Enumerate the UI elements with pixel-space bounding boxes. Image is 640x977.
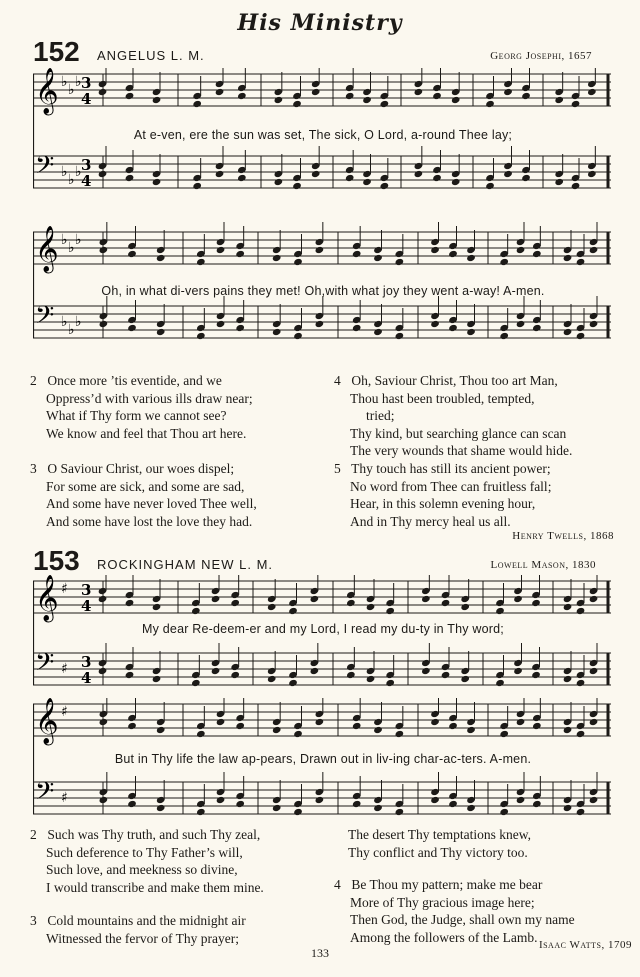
note-head <box>235 800 245 808</box>
composer: Lowell Mason, 1830 <box>490 559 596 571</box>
note-head <box>346 599 356 607</box>
verse-number: 5 <box>334 461 341 476</box>
note-head <box>216 320 226 328</box>
note-head <box>152 96 162 104</box>
page-heading: His Ministry <box>237 10 403 36</box>
note-head <box>421 667 431 675</box>
note-head <box>466 254 476 262</box>
time-signature-denominator: 4 <box>81 90 92 108</box>
time-signature-denominator: 4 <box>81 669 92 687</box>
note-head <box>293 258 303 266</box>
note-head <box>499 808 509 816</box>
note-head <box>576 679 586 687</box>
treble-clef-icon: 𝄞 <box>35 68 59 114</box>
verse-line: I would transcribe and make them mine. <box>46 879 264 895</box>
verse-line: Cold mountains and the midnight air <box>47 913 246 928</box>
note-head <box>466 804 476 812</box>
verse <box>30 912 246 947</box>
flat-icon: ♭ <box>68 82 75 98</box>
verse <box>30 372 253 442</box>
note-head <box>448 722 458 730</box>
verse-number: 4 <box>334 877 341 892</box>
note-head <box>516 796 526 804</box>
bass-clef-icon: 𝄢 <box>35 151 55 186</box>
note-head <box>125 174 135 182</box>
note-head <box>235 250 245 258</box>
note-head <box>125 92 135 100</box>
note-head <box>230 599 240 607</box>
note-head <box>380 100 390 108</box>
note-head <box>192 182 202 190</box>
note-head <box>211 667 221 675</box>
bass-clef-icon: 𝄢 <box>35 648 55 683</box>
verse-line: Thy touch has still its ancient power; <box>351 461 551 476</box>
note-head <box>216 246 226 254</box>
note-head <box>127 722 137 730</box>
author-credit: Isaac Watts, 1709 <box>538 939 632 951</box>
note-head <box>563 675 573 683</box>
bass-clef-icon: 𝄢 <box>35 301 55 336</box>
note-head <box>311 170 321 178</box>
note-head <box>441 599 451 607</box>
verse-line: Such was Thy truth, and such Thy zeal, <box>47 827 261 842</box>
verse-line: Witnessed the fervor of Thy prayer; <box>46 930 240 946</box>
note-head <box>576 258 586 266</box>
time-signature-numerator: 3 <box>81 156 92 174</box>
note-head <box>589 667 599 675</box>
lyric-line: Oh, in what di-vers pains they met! Oh,with what joy they went a-way! A-men. <box>101 284 545 298</box>
music-system <box>33 575 613 710</box>
verse-line: Such love, and meekness so divine, <box>46 862 238 877</box>
note-head <box>156 726 166 734</box>
verse-number: 3 <box>30 913 37 928</box>
verse-line: Such deference to Thy Father’s will, <box>46 844 243 860</box>
note-head <box>589 320 599 328</box>
verse-line: And some have never loved Thee well, <box>46 496 257 511</box>
note-head <box>156 254 166 262</box>
note-head <box>125 599 135 607</box>
flat-icon: ♭ <box>75 164 82 180</box>
verse-line: O Saviour Christ, our woes dispel; <box>47 461 235 476</box>
note-head <box>215 170 225 178</box>
sharp-icon: ♯ <box>61 790 68 806</box>
note-head <box>127 800 137 808</box>
note-head <box>460 675 470 683</box>
tune-name: ANGELUS L. M. <box>97 48 205 63</box>
note-head <box>196 258 206 266</box>
note-head <box>448 324 458 332</box>
note-head <box>125 671 135 679</box>
note-head <box>385 679 395 687</box>
note-head <box>315 246 325 254</box>
note-head <box>272 328 282 336</box>
note-head <box>292 182 302 190</box>
note-head <box>576 607 586 615</box>
verse-line: Hear, in this solemn evening hour, <box>350 496 536 511</box>
verse-line: Be Thou my pattern; make me bear <box>351 877 543 892</box>
verse-line: And some have lost the love they had. <box>46 513 253 529</box>
note-head <box>516 246 526 254</box>
note-head <box>373 328 383 336</box>
verse-number: 2 <box>30 373 37 388</box>
verse-line: Then God, the Judge, shall own my name <box>350 912 575 927</box>
verse-line: What if Thy form we cannot see? <box>46 408 227 423</box>
note-head <box>395 808 405 816</box>
flat-icon: ♭ <box>61 164 68 180</box>
note-head <box>352 250 362 258</box>
time-signature-numerator: 3 <box>81 581 92 599</box>
time-signature-denominator: 4 <box>81 172 92 190</box>
verse-line: Among the followers of the Lamb. <box>350 929 538 945</box>
note-head <box>237 92 247 100</box>
note-head <box>293 808 303 816</box>
note-head <box>366 603 376 611</box>
verse-number: 2 <box>30 827 37 842</box>
note-head <box>503 88 513 96</box>
note-head <box>315 796 325 804</box>
note-head <box>272 804 282 812</box>
composer: Georg Josephi, 1657 <box>490 50 592 62</box>
note-head <box>571 182 581 190</box>
verse-line: Thy kind, but searching glance can scan <box>350 425 567 441</box>
flat-icon: ♭ <box>68 172 75 188</box>
note-head <box>288 679 298 687</box>
note-head <box>563 726 573 734</box>
bass-clef-icon: 𝄢 <box>35 777 55 812</box>
sharp-icon: ♯ <box>61 661 68 677</box>
note-head <box>513 667 523 675</box>
note-head <box>516 320 526 328</box>
flat-icon: ♭ <box>68 322 75 338</box>
note-head <box>441 671 451 679</box>
note-head <box>414 170 424 178</box>
note-head <box>576 730 586 738</box>
note-head <box>310 667 320 675</box>
note-head <box>414 88 424 96</box>
note-head <box>589 595 599 603</box>
note-head <box>576 808 586 816</box>
note-head <box>532 324 542 332</box>
verse-line: More of Thy gracious image here; <box>350 894 535 910</box>
note-head <box>421 595 431 603</box>
note-head <box>311 88 321 96</box>
verse-line: The very wounds that shame would hide. <box>350 443 573 458</box>
note-head <box>152 675 162 683</box>
verse-line: Thy conflict and Thy victory too. <box>348 844 528 860</box>
lyric-line: But in Thy life the law ap-pears, Drawn out in liv-ing char-ac-ters. A-men. <box>114 752 532 766</box>
sharp-icon: ♯ <box>61 581 68 597</box>
note-head <box>554 96 564 104</box>
note-head <box>366 675 376 683</box>
hymn-number: 153 <box>33 545 80 576</box>
flat-icon: ♭ <box>75 74 82 90</box>
note-head <box>292 100 302 108</box>
note-head <box>274 96 284 104</box>
note-head <box>152 603 162 611</box>
note-head <box>563 328 573 336</box>
verse-line: For some are sick, and some are sad, <box>46 478 245 494</box>
flat-icon: ♭ <box>68 240 75 256</box>
treble-clef-icon: 𝄞 <box>35 698 59 744</box>
verse-line: Oh, Saviour Christ, Thou too art Man, <box>351 373 558 388</box>
note-head <box>513 595 523 603</box>
note-head <box>345 174 355 182</box>
note-head <box>310 595 320 603</box>
note-head <box>571 100 581 108</box>
note-head <box>267 675 277 683</box>
note-head <box>196 332 206 340</box>
note-head <box>576 332 586 340</box>
note-head <box>216 718 226 726</box>
note-head <box>272 726 282 734</box>
note-head <box>495 607 505 615</box>
note-head <box>532 250 542 258</box>
time-signature-numerator: 3 <box>81 653 92 671</box>
note-head <box>589 246 599 254</box>
lyric-line: At e-ven, ere the sun was set, The sick, O Lord, a-round Thee lay; <box>133 128 513 142</box>
author-credit: Henry Twells, 1868 <box>512 530 614 542</box>
note-head <box>385 607 395 615</box>
note-head <box>589 718 599 726</box>
note-head <box>563 254 573 262</box>
note-head <box>288 607 298 615</box>
treble-clef-icon: 𝄞 <box>35 226 59 272</box>
verse-line: Oppress’d with various ills draw near; <box>46 390 253 406</box>
note-head <box>466 726 476 734</box>
note-head <box>373 804 383 812</box>
note-head <box>152 178 162 186</box>
note-head <box>432 92 442 100</box>
note-head <box>499 258 509 266</box>
note-head <box>430 246 440 254</box>
note-head <box>362 178 372 186</box>
verse-line: The desert Thy temptations knew, <box>348 827 531 842</box>
note-head <box>352 324 362 332</box>
sharp-icon: ♯ <box>61 704 68 720</box>
note-head <box>127 250 137 258</box>
note-head <box>485 100 495 108</box>
time-signature-numerator: 3 <box>81 74 92 92</box>
page-number: 133 <box>311 946 329 960</box>
note-head <box>451 96 461 104</box>
verse <box>348 826 531 861</box>
treble-clef-icon: 𝄞 <box>35 575 59 621</box>
note-head <box>430 718 440 726</box>
note-head <box>499 332 509 340</box>
note-head <box>451 178 461 186</box>
verse-line: We know and feel that Thou art here. <box>46 425 247 441</box>
verse <box>30 826 264 896</box>
note-head <box>235 722 245 730</box>
note-head <box>272 254 282 262</box>
note-head <box>230 671 240 679</box>
note-head <box>466 328 476 336</box>
note-head <box>373 726 383 734</box>
note-head <box>587 170 597 178</box>
note-head <box>532 800 542 808</box>
note-head <box>448 800 458 808</box>
note-head <box>315 320 325 328</box>
note-head <box>432 174 442 182</box>
note-head <box>293 332 303 340</box>
note-head <box>531 599 541 607</box>
note-head <box>531 671 541 679</box>
note-head <box>448 250 458 258</box>
note-head <box>563 804 573 812</box>
flat-icon: ♭ <box>61 232 68 248</box>
verse-line: Thou hast been troubled, tempted, <box>350 390 535 406</box>
note-head <box>156 804 166 812</box>
note-head <box>521 92 531 100</box>
verse-number: 3 <box>30 461 37 476</box>
note-head <box>215 88 225 96</box>
note-head <box>503 170 513 178</box>
note-head <box>315 718 325 726</box>
note-head <box>191 607 201 615</box>
note-head <box>346 671 356 679</box>
note-head <box>196 808 206 816</box>
note-head <box>274 178 284 186</box>
note-head <box>352 800 362 808</box>
flat-icon: ♭ <box>61 314 68 330</box>
verse-line: Once more ’tis eventide, and we <box>47 373 222 388</box>
note-head <box>532 722 542 730</box>
note-head <box>516 718 526 726</box>
note-head <box>430 796 440 804</box>
flat-icon: ♭ <box>75 314 82 330</box>
note-head <box>587 88 597 96</box>
note-head <box>485 182 495 190</box>
note-head <box>237 174 247 182</box>
note-head <box>521 174 531 182</box>
hymn-number: 152 <box>33 36 80 67</box>
note-head <box>589 796 599 804</box>
verse-number: 4 <box>334 373 341 388</box>
note-head <box>345 92 355 100</box>
flat-icon: ♭ <box>61 74 68 90</box>
note-head <box>235 324 245 332</box>
note-head <box>127 324 137 332</box>
note-head <box>460 603 470 611</box>
verse <box>334 876 575 946</box>
note-head <box>373 254 383 262</box>
note-head <box>395 258 405 266</box>
note-head <box>395 332 405 340</box>
note-head <box>191 679 201 687</box>
note-head <box>196 730 206 738</box>
note-head <box>430 320 440 328</box>
verse <box>30 460 257 530</box>
note-head <box>352 722 362 730</box>
note-head <box>495 679 505 687</box>
verse <box>334 460 551 530</box>
tune-name: ROCKINGHAM NEW L. M. <box>97 557 274 572</box>
note-head <box>380 182 390 190</box>
note-head <box>192 100 202 108</box>
flat-icon: ♭ <box>75 232 82 248</box>
time-signature-denominator: 4 <box>81 597 92 615</box>
verse-line: No word from Thee can fruitless fall; <box>350 478 552 494</box>
verse <box>334 372 572 460</box>
note-head <box>267 603 277 611</box>
note-head <box>216 796 226 804</box>
note-head <box>362 96 372 104</box>
note-head <box>293 730 303 738</box>
note-head <box>156 328 166 336</box>
note-head <box>395 730 405 738</box>
note-head <box>563 603 573 611</box>
note-head <box>211 595 221 603</box>
verse-line: tried; <box>366 408 395 423</box>
verse-line: And in Thy mercy heal us all. <box>350 513 511 529</box>
lyric-line: My dear Re-deem-er and my Lord, I read my du-ty in Thy word; <box>142 622 504 636</box>
note-head <box>499 730 509 738</box>
note-head <box>554 178 564 186</box>
